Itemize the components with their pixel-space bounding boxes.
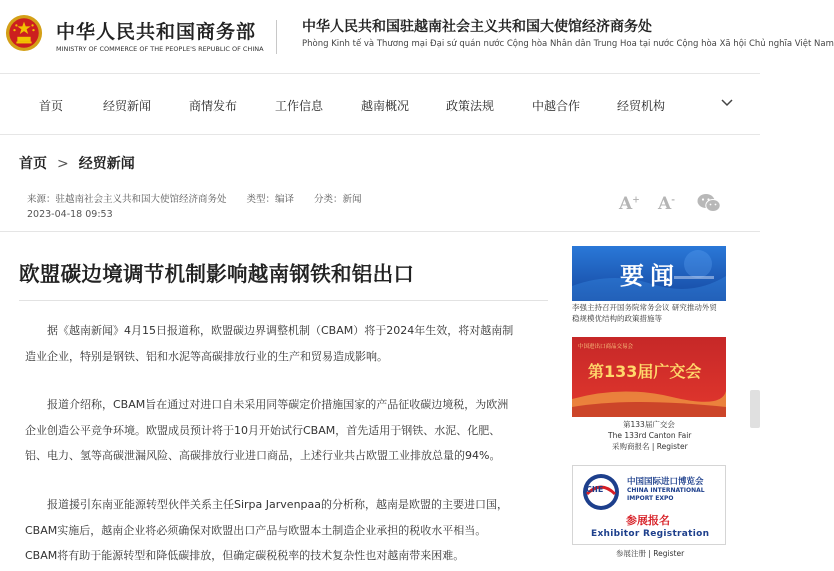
ciie-title-en-1: CHINA INTERNATIONAL [627, 487, 705, 494]
canton-caption-cn[interactable]: 第133届广交会 [623, 420, 675, 429]
canton-banner-subtitle: 中国进出口商品交易会 [578, 344, 634, 350]
breadcrumb-separator: > [57, 156, 69, 172]
national-emblem-icon[interactable] [5, 14, 43, 52]
breadcrumb-current[interactable]: 经贸新闻 [78, 156, 135, 172]
ciie-logo-text: CIIE [586, 485, 604, 494]
news-banner[interactable] [572, 246, 726, 301]
news-caption-line[interactable]: 稳规模优结构的政策措施等 [572, 314, 662, 323]
article-paragraph: 报道援引东南亚能源转型伙伴关系主任Sirpa Jarvenpaa的分析称，越南是欧盟的主要进口国， CBAM实施后，越南企业将必须确保对欧盟出口产品与欧盟本土制造企业承担的税收水平相当。 CBAM将有助于能源转型和降低碳排放，但确定碳税税率的技术复杂性也对越南带来困难。 [25, 498, 508, 562]
ciie-banner[interactable] [572, 465, 726, 545]
canton-banner-title: 第133届广交会 [588, 362, 702, 381]
site-header [0, 0, 834, 70]
nav-item-trade-news[interactable]: 经贸新闻 [103, 99, 152, 113]
ministry-name-cn[interactable]: 中华人民共和国商务部 [56, 21, 257, 43]
meta-type: 类型：编译 [246, 194, 295, 205]
news-caption-line[interactable]: 李强主持召开国务院常务会议 研究推动外贸 [572, 303, 717, 312]
canton-caption-en[interactable]: The 133rd Canton Fair [608, 431, 692, 440]
embassy-name-vn: Phòng Kinh tế và Thương mại Đại sứ quán nước Cộng hòa Nhân dân Trung Hoa tại nước Cộng hòa Xã hội Chủ nghĩa Việt Nam [302, 39, 834, 49]
page-scrollbar[interactable] [750, 390, 760, 428]
ciie-register-link[interactable]: 参展注册 | Register [616, 549, 685, 558]
nav-item-institutions[interactable]: 经贸机构 [617, 99, 666, 113]
news-banner-title: 要闻 [620, 261, 680, 290]
ciie-register-cn: 参展报名 [626, 514, 670, 527]
nav-item-vietnam-overview[interactable]: 越南概况 [361, 99, 410, 113]
nav-item-cooperation[interactable]: 中越合作 [532, 99, 581, 113]
nav-item-home[interactable]: 首页 [39, 99, 64, 113]
nav-item-work-info[interactable]: 工作信息 [275, 99, 324, 113]
nav-item-business-info[interactable]: 商情发布 [189, 99, 238, 113]
chevron-down-icon[interactable] [719, 94, 735, 110]
meta-source: 来源：驻越南社会主义共和国大使馆经济商务处 [27, 194, 227, 205]
meta-date: 2023-04-18 09:53 [27, 209, 113, 220]
sidebar-news-card[interactable] [572, 246, 726, 326]
section-divider [0, 231, 760, 232]
embassy-name-cn[interactable]: 中华人民共和国驻越南社会主义共和国大使馆经济商务处 [302, 19, 652, 35]
font-decrease-button[interactable]: A- [658, 194, 675, 214]
sidebar-ciie-card[interactable] [572, 465, 726, 560]
article-paragraph: 据《越南新闻》4月15日报道称，欧盟碳边界调整机制（CBAM）将于2024年生效，将对越南制 造业企业，特别是钢铁、铝和水泥等高碳排放行业的生产和贸易造成影响。 [25, 324, 514, 363]
title-divider [19, 300, 548, 301]
font-increase-button[interactable]: A+ [619, 194, 640, 214]
breadcrumb [19, 153, 135, 173]
article-paragraph: 报道介绍称，CBAM旨在通过对进口自未采用同等碳定价措施国家的产品征收碳边境税，为欧洲 企业创造公平竞争环境。欧盟成员预计将于10月开始试行CBAM，首先适用于钢铁、水泥、化肥、 铝、电力、氢等高碳泄漏风险、高碳排放行业进口商品，上述行业共占欧盟工业排放总量的94%。 [25, 398, 509, 462]
meta-category: 分类：新闻 [314, 194, 362, 205]
sidebar-canton-card[interactable] [572, 337, 726, 455]
ciie-register-en: Exhibitor Registration [591, 529, 710, 539]
ciie-title-en-2: IMPORT EXPO [627, 495, 674, 502]
header-divider [276, 20, 277, 54]
canton-banner[interactable] [572, 337, 726, 417]
canton-register-link[interactable]: 采购商报名 | Register [612, 442, 688, 451]
wechat-share-icon[interactable] [697, 193, 721, 213]
article-meta [27, 191, 382, 205]
ministry-name-en: MINISTRY OF COMMERCE OF THE PEOPLE'S REPUBLIC OF CHINA [56, 45, 264, 53]
breadcrumb-home[interactable]: 首页 [19, 156, 47, 172]
nav-item-policies[interactable]: 政策法规 [446, 99, 495, 113]
article-title: 欧盟碳边境调节机制影响越南钢铁和铝出口 [19, 262, 415, 286]
ciie-title-cn: 中国国际进口博览会 [627, 477, 704, 487]
main-nav [0, 73, 760, 135]
